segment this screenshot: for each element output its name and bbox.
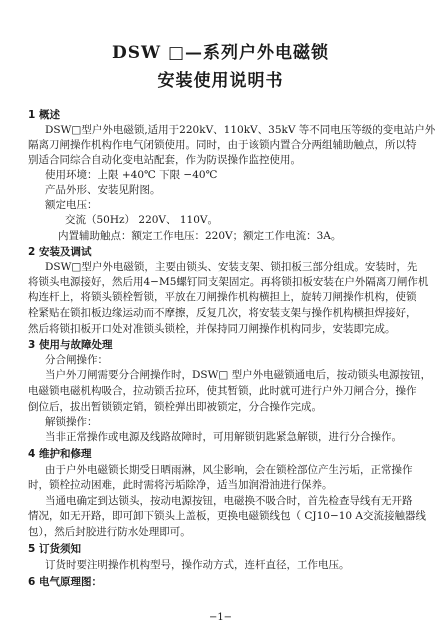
paragraph-line: 然后将锁扣板开口处对准锁头锁栓，并保持同刀闸操作机构同步，安装即完成。 [28, 323, 396, 335]
paragraph-line: 交流（50Hz） 220V、 110V。 [65, 214, 218, 226]
paragraph-line: DSW□型户外电磁锁,适用于220kV、110kV、35kV 等不同电压等级的变电站户外 [45, 124, 436, 136]
paragraph-line: 内置辅助触点：额定工作电压：220V；额定工作电流：3A。 [58, 230, 342, 242]
paragraph-line: 构连杆上，将锁头锁栓暂锁，平放在刀闸操作机构横担上，旋转刀闸操作机构，使锁 [28, 291, 417, 303]
paragraph-line: 栓紧贴在锁扣板边缘运动而不摩擦，反复几次，将安装支架与操作机构横担焊接好， [28, 307, 417, 319]
doc-subtitle: 安装使用说明书 [157, 71, 284, 91]
paragraph-line: 额定电压： [45, 199, 98, 211]
paragraph-line: 将锁头电源接好，然后用4−M5螺钉同支架固定。再将锁扣板安装在户外隔离刀闸作机 [28, 276, 429, 288]
section-6-heading: 6 电气原理图： [28, 576, 102, 588]
paragraph-line: 当通电确定到达锁头，按动电源按钮，电磁换不吸合时，首先检查导线有无开路 [45, 495, 413, 507]
section-2-heading: 2 安装及调试 [28, 246, 92, 258]
doc-title: DSW □—系列户外电磁锁 [111, 43, 330, 63]
paragraph-line: DSW□型户外电磁锁，主要由锁头、安装支架、锁扣板三部分组成。安装时，先 [45, 261, 418, 273]
paragraph-line: 由于户外电磁锁长期受日晒雨淋，风尘影响，会在锁栓部位产生污垢，正常操作 [45, 464, 413, 476]
paragraph-line: 电磁锁电磁机构吸合，拉动锁舌拉环，使其暂锁，此时就可进行户外刀闸合分，操作 [28, 385, 417, 397]
paragraph-line: 包），然后封胶进行防水处理即可。 [28, 526, 191, 538]
paragraph-line: 产品外形、安装见附图。 [45, 184, 161, 196]
paragraph-line: 时，锁栓拉动困难，此时需将污垢除净，适当加润滑油进行保养。 [28, 479, 333, 491]
paragraph-line: 情况，如无开路，即可卸下锁头上盖板，更换电磁锁线包（ CJ10−10 A交流接触器线 [28, 510, 427, 522]
page-number: −1− [208, 612, 233, 623]
paragraph-line: 倒位后，拔出暂锁锁定销，锁栓弹出即被锁定，分合操作完成。 [28, 401, 322, 413]
paragraph-line: 订货时要注明操作机构型号，操作动方式，连杆直径，工作电压。 [45, 559, 350, 571]
paragraph-line: 隔离刀闸操作机构作电气闭锁使用。同时，由于该锁内置合分两组辅助触点，所以特 [28, 139, 417, 151]
paragraph-line: 分合闸操作： [45, 354, 108, 366]
paragraph-line: 解锁操作： [45, 416, 98, 428]
paragraph-line: 别适合同综合自动化变电站配套，作为防误操作监控使用。 [28, 154, 301, 166]
paragraph-line: 当户外刀闸需要分合闸操作时，DSW□ 型户外电磁锁通电后，按动锁头电源按钮， [45, 369, 432, 381]
paragraph-line: 使用环境：上限 +40℃ 下限 −40℃ [45, 169, 218, 181]
section-3-heading: 3 使用与故障处理 [28, 339, 113, 351]
section-4-heading: 4 维护和修理 [28, 448, 92, 460]
paragraph-line: 当非正常操作或电源及线路故障时，可用解锁钥匙紧急解锁，进行分合操作。 [45, 431, 402, 443]
section-1-heading: 1 概述 [28, 109, 60, 121]
section-5-heading: 5 订货须知 [28, 543, 81, 555]
